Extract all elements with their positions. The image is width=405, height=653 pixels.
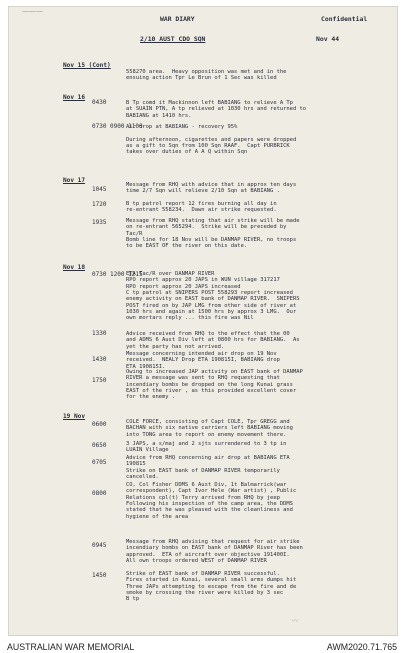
entry-text: ETA Tac/R over DANMAP RIVER RPO report approx 20 JAPS in WUN village 317217 RPO report approx 20 JAPS increased C tp patrol at SNIPERS POST 558293 report increased enemy activity on EAST bank of DANMAP RIVER. SNIPERS POST fired on by JAP LMG from other side of river at 1030 hrs and again at 1500 hrs by approx 3 LMG. Our own mortars reply ... this fire was Nil bbox=[126, 271, 300, 322]
entry-text: 3 JAPS, a s/maj and 2 sjts surrendered to 3 tp in LUAIN Village bbox=[126, 441, 287, 454]
entry-date: 19 Nov bbox=[63, 413, 86, 420]
entry-text: Message from RHQ with advice that in approx ten days time 2/7 Sqn will relieve 2/10 Sqn at BABIANG . bbox=[126, 182, 297, 195]
entry-text: Owing to increased JAP activity on EAST bank of DANMAP RIVER a message was sent to RHQ requesting that incendiary bombs be dropped on the long Kunai grass EAST of the river , as this provided excellent cover for the enemy . bbox=[126, 369, 303, 401]
entry-time: 1720 bbox=[92, 201, 107, 208]
entry-time: 1045 bbox=[92, 186, 107, 193]
entry-text: Message concerning intended air drop on 19 Nov received. NEALY Drop ETA 190815I, BABIANG drop ETA 190815I. bbox=[126, 351, 280, 370]
entry-text: Strike of EAST bank of DANMAP RIVER successful. Fires started in Kunai, several small arms dumps hit Three JAPs attempting to escape from the fire and de smoke by crossing the river were killed by 3 sec B tp bbox=[126, 571, 297, 603]
diary-page bbox=[8, 6, 398, 636]
entry-text: 558270 area. Heavy opposition was met and in the ensuing action Tpr Le Brun of 1 Sec was killed bbox=[126, 69, 287, 82]
entry-times: 0730 0900 1100 bbox=[92, 123, 143, 130]
entry-text: Message from RHQ stating that air strike will be made on re-entrant 565294. Strike will be preceded by Tac/R Bomb line for 18 Nov will be DANMAP RIVER, no troops to be EAST OF the river on this date. bbox=[126, 218, 300, 250]
entry-time: 0945 bbox=[92, 542, 107, 549]
entry-text: Message from RHQ advising that request for air strike incendiary bombs on EAST bank of DANMAP River has been approved. ETA of aircraft over objective 191400I. All own troops ordered WEST of DANMAP RIVER bbox=[126, 539, 303, 565]
diary-month: Nov 44 bbox=[316, 35, 340, 43]
entry-time: 1330 bbox=[92, 330, 107, 337]
entry-time: 1450 bbox=[92, 572, 107, 579]
pencil-scribble: 〰 bbox=[291, 617, 298, 625]
entry-date: Nov 16 bbox=[63, 94, 86, 101]
pencil-mark: ——— bbox=[22, 7, 43, 15]
entry-date: Nov 15 (Cont) bbox=[63, 62, 111, 69]
entry-time: 0800 bbox=[92, 490, 107, 497]
entry-times: 0730 1200 1215 bbox=[92, 271, 143, 278]
entry-time: 1935 bbox=[92, 219, 107, 226]
entry-text: Air drop at BABIANG - recovery 95% During afternoon, cigarettes and papers were dropped as a gift to Sqn from 100 Sqn RAAF. Capt PURBRICK takes over duties of A A Q within Sqn bbox=[126, 124, 297, 156]
entry-date: Nov 17 bbox=[63, 177, 86, 184]
entry-time: 0650 bbox=[92, 442, 107, 449]
entry-text: Advice from RHQ concerning air drop at BABIANG ETA 190815 Strike on EAST bank of DANMAP RIVER temporarily cancelled. bbox=[126, 455, 290, 481]
entry-time: 1430 bbox=[92, 356, 107, 363]
entry-time: 0705 bbox=[92, 459, 107, 466]
diary-title: WAR DIARY bbox=[160, 15, 195, 23]
entry-text: COLE FORCE, consisting of Capt COLE, Tpr GREGG and BACHAN with six native carriers left BABIANG moving into TONG area to report on enemy movement there. bbox=[126, 419, 293, 438]
entry-time: 0600 bbox=[92, 421, 107, 428]
entry-text: B tp patrol report 12 fires burning all day in re-entrant 558234. Dawn air strike requested. bbox=[126, 201, 277, 214]
entry-time: 0430 bbox=[92, 99, 107, 106]
footer-accession: AWM2020.71.765 bbox=[326, 642, 397, 652]
entry-date: Nov 18 bbox=[63, 264, 86, 271]
confidential-label: Confidential bbox=[321, 15, 368, 23]
entry-text: Advice received from RHQ to the effect that the 00 and ADMS 6 Aust Div left at 0800 hrs for BABIANG. As yet the party has not arrived. bbox=[126, 331, 300, 350]
entry-text: CO, Col Fisher DDMS 6 Aust Div, 1t Balmarrick(war correspondent), Capt Ivor Hele (War artist) , Public Relations cpl(t) Terry arrived from RHQ by jeep Following his inspection of the camp area, the DDMS stated that he was pleased with the cleanliness and hygiene of the area bbox=[126, 482, 297, 520]
entry-text: B Tp comd it Mackinnon left BABIANG to relieve A Tp at SUAIN PTN, A tp relieved at 1030 hrs and returned to BABIANG at 1410 hrs. bbox=[126, 100, 307, 119]
footer-credit: AUSTRALIAN WAR MEMORIAL bbox=[7, 642, 135, 652]
unit-name: 2/10 AUST CDO SQN bbox=[140, 35, 206, 43]
entry-time: 1750 bbox=[92, 377, 107, 384]
